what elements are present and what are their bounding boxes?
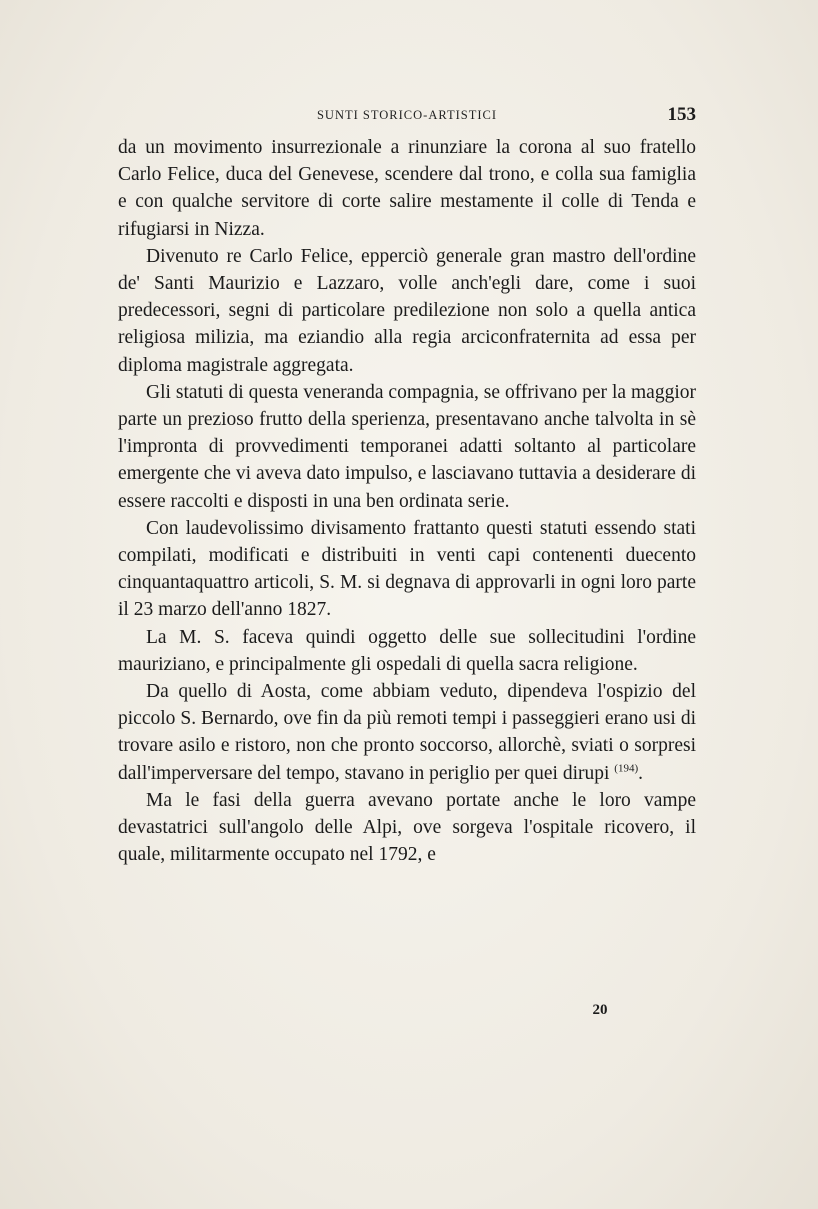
- paragraph: [118, 624, 696, 678]
- paragraph: [118, 134, 696, 243]
- paragraph: [118, 787, 696, 869]
- signature-mark: 20: [592, 1002, 608, 1018]
- paragraph-tail: .: [638, 762, 643, 784]
- paragraph: [118, 379, 696, 515]
- footnote-reference[interactable]: (194): [614, 762, 639, 775]
- paragraph: [118, 678, 696, 787]
- paragraph-text: Da quello di Aosta, come abbiam veduto, dipendeva l'ospizio del piccolo S. Bernardo, ove fin da più remoti tempi i passeggieri erano usi di trovare asilo e ristoro, non che pronto soccorso, allorchè, sviati o sorpresi dall'imperversare del tempo, stavano in periglio per quei dirupi: [118, 681, 696, 784]
- paragraph-text: da un movimento insurrezionale a rinunziare la corona al suo fratello Carlo Felice, duca del Genevese, scendere dal trono, e colla sua famiglia e con qualche servitore di corte salire mestamente il colle di Tenda e rifugiarsi in Nizza.: [118, 137, 696, 240]
- paragraph: [118, 515, 696, 624]
- page-number: 153: [667, 104, 696, 125]
- paragraph-text: La M. S. faceva quindi oggetto delle sue sollecitudini l'ordine mauriziano, e principalmente gli ospedali di quella sacra religione.: [118, 626, 696, 675]
- body-text: [118, 134, 696, 868]
- running-title: SUNTI STORICO-ARTISTICI: [316, 108, 497, 122]
- page-header: [118, 104, 696, 130]
- paragraph: [118, 243, 696, 379]
- paragraph-text: Divenuto re Carlo Felice, epperciò generale gran mastro dell'ordine de' Santi Maurizio e Lazzaro, volle anch'egli dare, come i suoi predecessori, segni di particolare predilezione non solo a quella antica religiosa milizia, ma eziandio alla regia arciconfraternita ad essa per diploma magistrale aggregata.: [118, 245, 696, 376]
- paragraph-text: Ma le fasi della guerra avevano portate anche le loro vampe devastatrici sull'angolo delle Alpi, ove sorgeva l'ospitale ricovero, il quale, militarmente occupato nel 1792, e: [118, 789, 696, 866]
- paragraph-text: Con laudevolissimo divisamento frattanto questi statuti essendo stati compilati, modificati e distribuiti in venti capi contenenti duecento cinquantaquattro articoli, S. M. si degnava di approvarli in ogni loro parte il 23 marzo dell'anno 1827.: [118, 517, 696, 621]
- paragraph-text: Gli statuti di questa veneranda compagnia, se offrivano per la maggior parte un prezioso frutto della sperienza, presentavano anche talvolta in sè l'impronta di provvedimenti temporanei adatti soltanto al particolare emergente che vi aveva dato impulso, e lasciavano tuttavia a desiderare di essere raccolti e disposti in una ben ordinata serie.: [118, 381, 696, 512]
